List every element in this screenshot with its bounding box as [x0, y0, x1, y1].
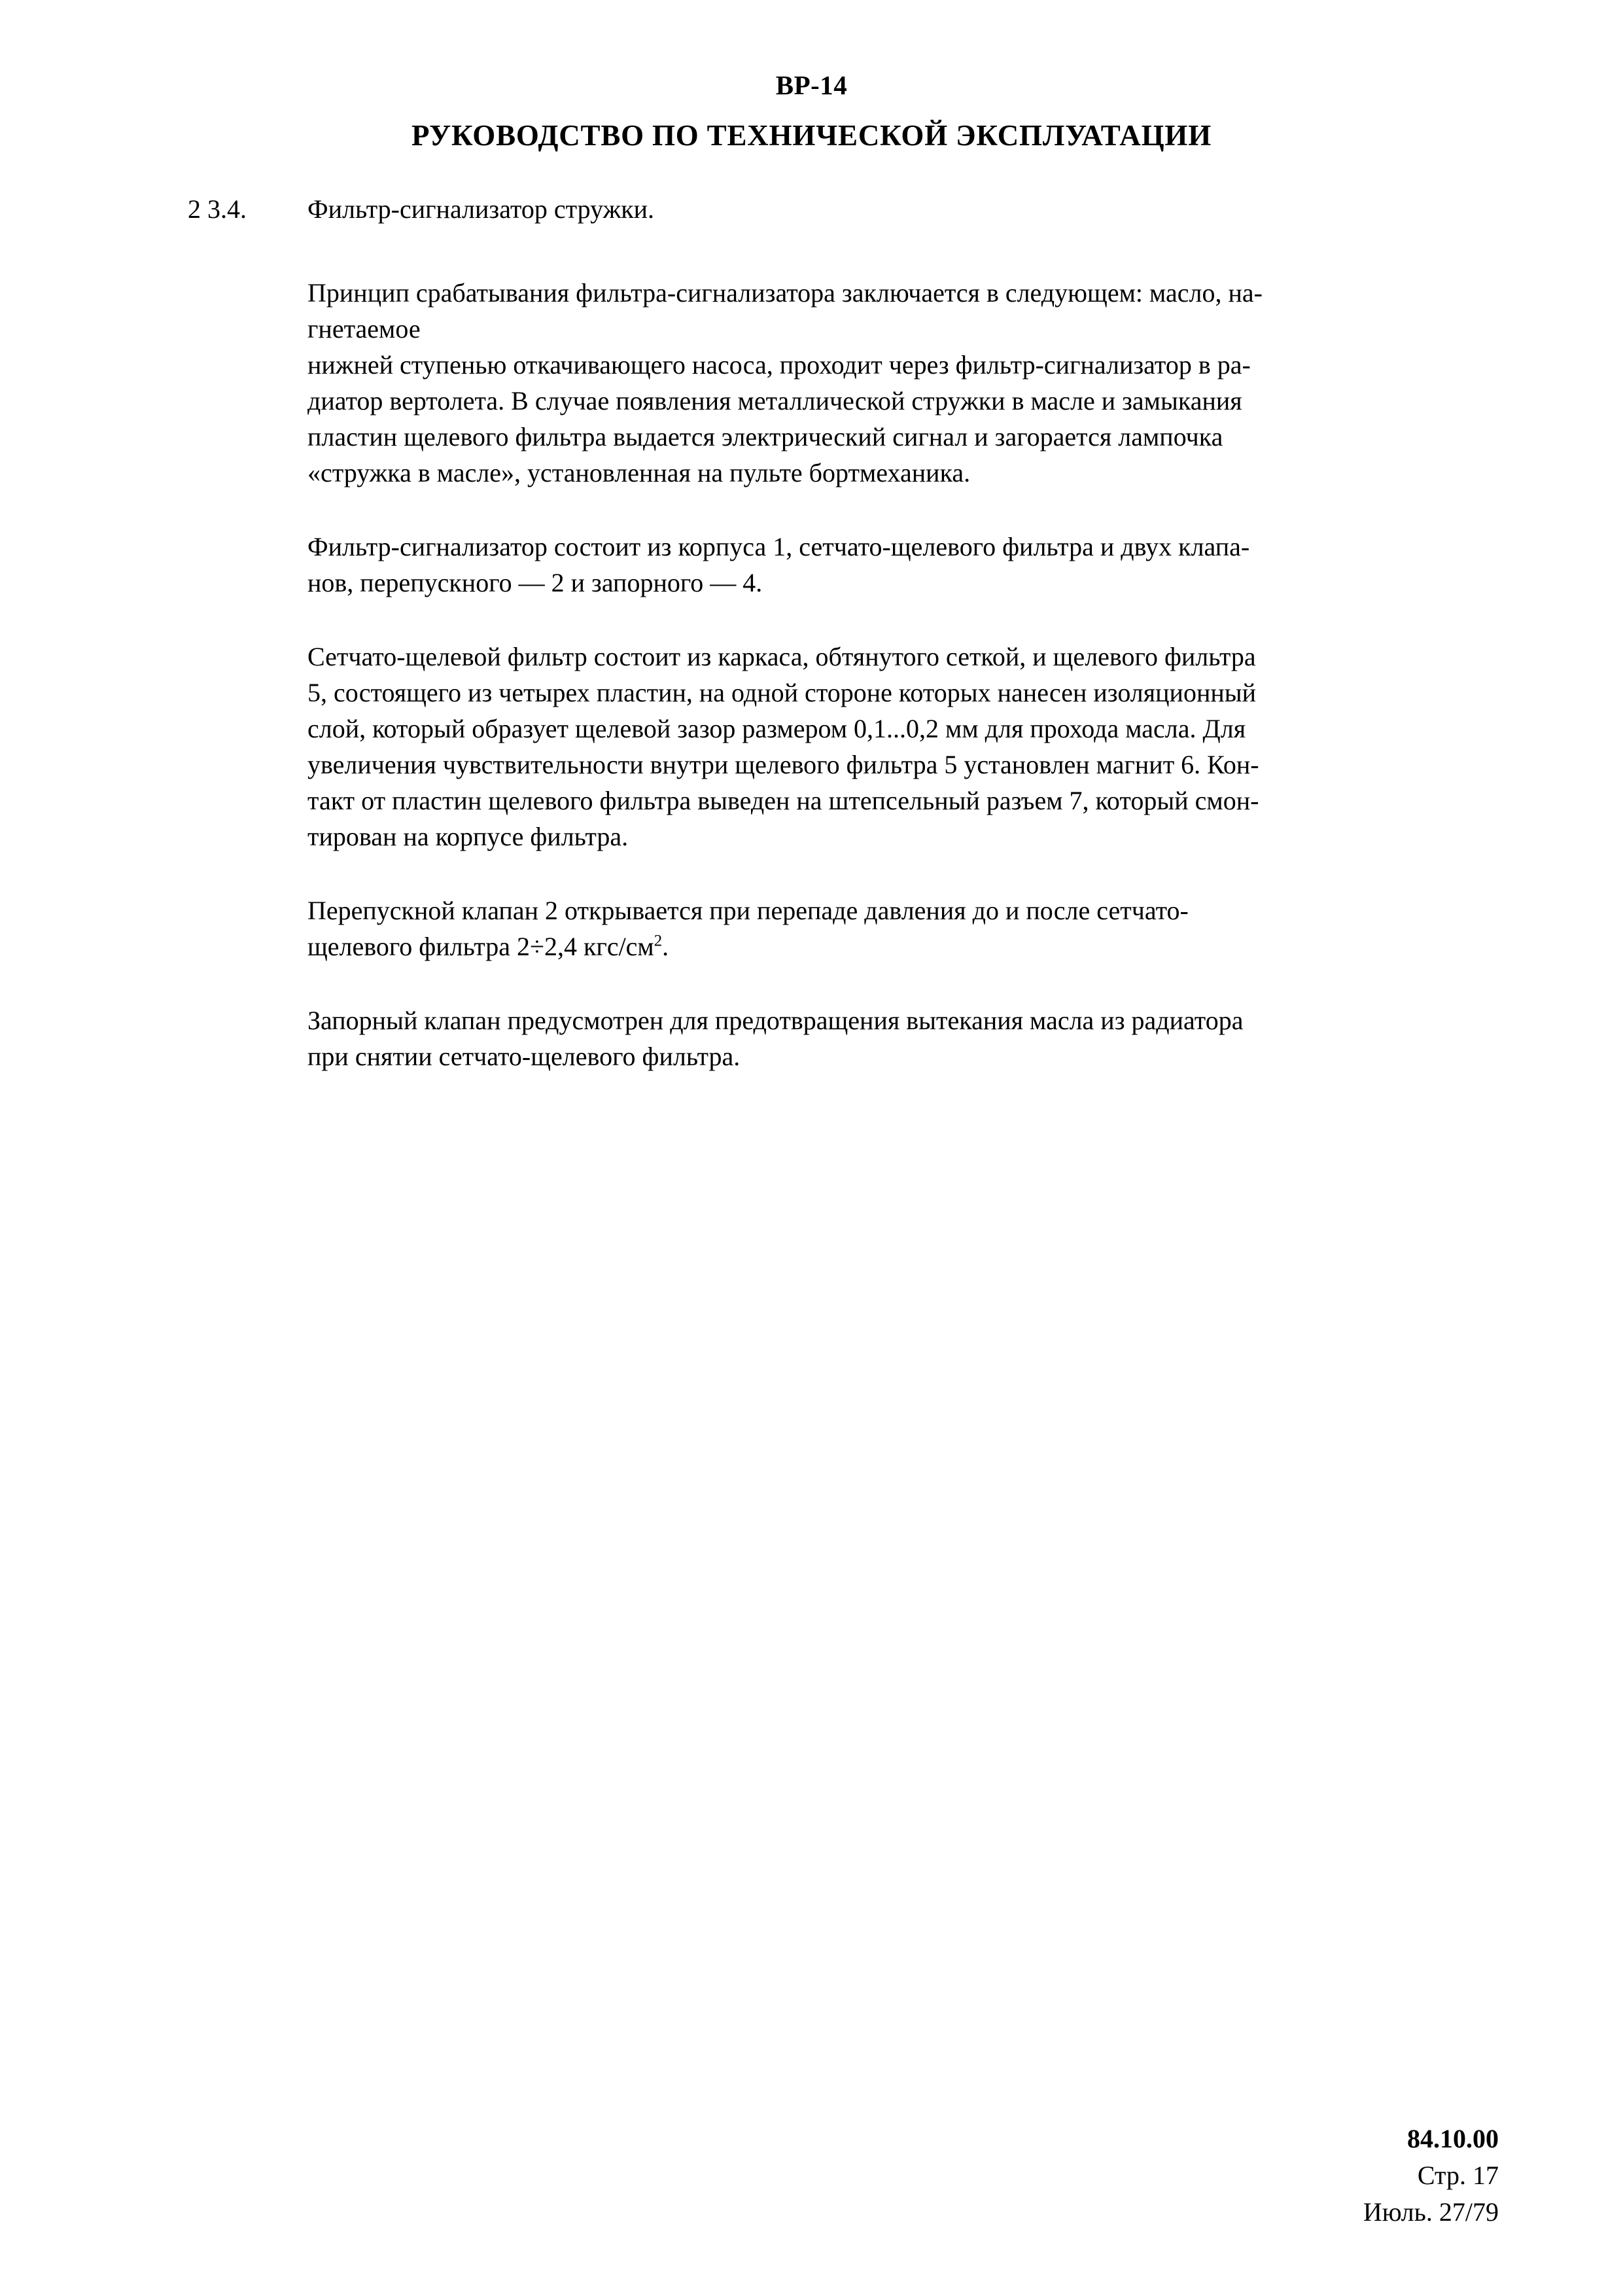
text-line: нов, перепускного — 2 и запорного — 4.	[307, 568, 763, 597]
spacer	[307, 855, 1570, 892]
paragraph-mesh-slot-filter	[307, 639, 1570, 855]
paragraph-bypass-valve	[307, 892, 1570, 964]
section-number: 2 3.4.	[188, 194, 247, 224]
text-line: при снятии сетчато-щелевого фильтра.	[307, 1042, 741, 1071]
text-line: пластин щелевого фильтра выдается электрический сигнал и загорается лампочка	[307, 422, 1223, 451]
body-text-block	[307, 275, 1570, 1074]
spacer	[307, 491, 1570, 529]
text-line: тирован на корпусе фильтра.	[307, 822, 629, 851]
page-content	[0, 196, 1623, 1074]
text-line: диатор вертолета. В случае появления металлической стружки в масле и замыкания	[307, 386, 1242, 415]
text-line: «стружка в масле», установленная на пульте бортмеханика.	[307, 458, 971, 487]
text-line: Запорный клапан предусмотрен для предотвращения вытекания масла из радиатора	[307, 1006, 1244, 1035]
text-line-with-superscript	[307, 928, 1570, 964]
text-line: слой, который образует щелевой зазор размером 0,1...0,2 мм для прохода масла. Для	[307, 714, 1246, 743]
footer-page-number: Стр. 17	[1417, 2161, 1499, 2190]
text-line: такт от пластин щелевого фильтра выведен на штепсельный разъем 7, который смон-	[307, 786, 1259, 815]
paragraph-shutoff-valve	[307, 1002, 1570, 1074]
model-designation: ВР-14	[775, 70, 848, 100]
superscript-exponent: 2	[654, 932, 663, 950]
text-line: увеличения чувствительности внутри щелевого фильтра 5 установлен магнит 6. Кон-	[307, 750, 1259, 779]
page-footer	[1363, 2126, 1499, 2225]
paragraph-principle	[307, 275, 1570, 491]
footer-ata-code: 84.10.00	[1407, 2124, 1499, 2153]
section-heading	[0, 196, 1623, 243]
footer-revision-date: Июль. 27/79	[1363, 2197, 1499, 2227]
text-line: Перепускной клапан 2 открывается при перепаде давления до и после сетчато-	[307, 896, 1189, 925]
page-header	[0, 72, 1623, 150]
text-line: нижней ступенью откачивающего насоса, проходит через фильтр-сигнализатор в ра-	[307, 350, 1251, 380]
spacer	[0, 243, 1623, 275]
text-line: Принцип срабатывания фильтра-сигнализатора заключается в следующем: масло, на-	[307, 278, 1263, 308]
text-line-tail: .	[662, 932, 669, 961]
spacer	[307, 964, 1570, 1002]
text-line: гнетаемое	[307, 314, 421, 344]
text-line: Фильтр-сигнализатор состоит из корпуса 1, сетчато-щелевого фильтра и двух клапа-	[307, 532, 1250, 561]
spacer	[307, 601, 1570, 639]
paragraph-composition	[307, 529, 1570, 601]
manual-title: РУКОВОДСТВО ПО ТЕХНИЧЕСКОЙ ЭКСПЛУАТАЦИИ	[411, 119, 1212, 152]
text-line: Сетчато-щелевой фильтр состоит из каркаса, обтянутого сеткой, и щелевого фильтра	[307, 642, 1256, 671]
text-line-base: щелевого фильтра 2÷2,4 кгс/см	[307, 932, 654, 961]
text-line: 5, состоящего из четырех пластин, на одной стороне которых нанесен изоляционный	[307, 678, 1257, 707]
section-title: Фильтр-сигнализатор стружки.	[307, 194, 655, 224]
